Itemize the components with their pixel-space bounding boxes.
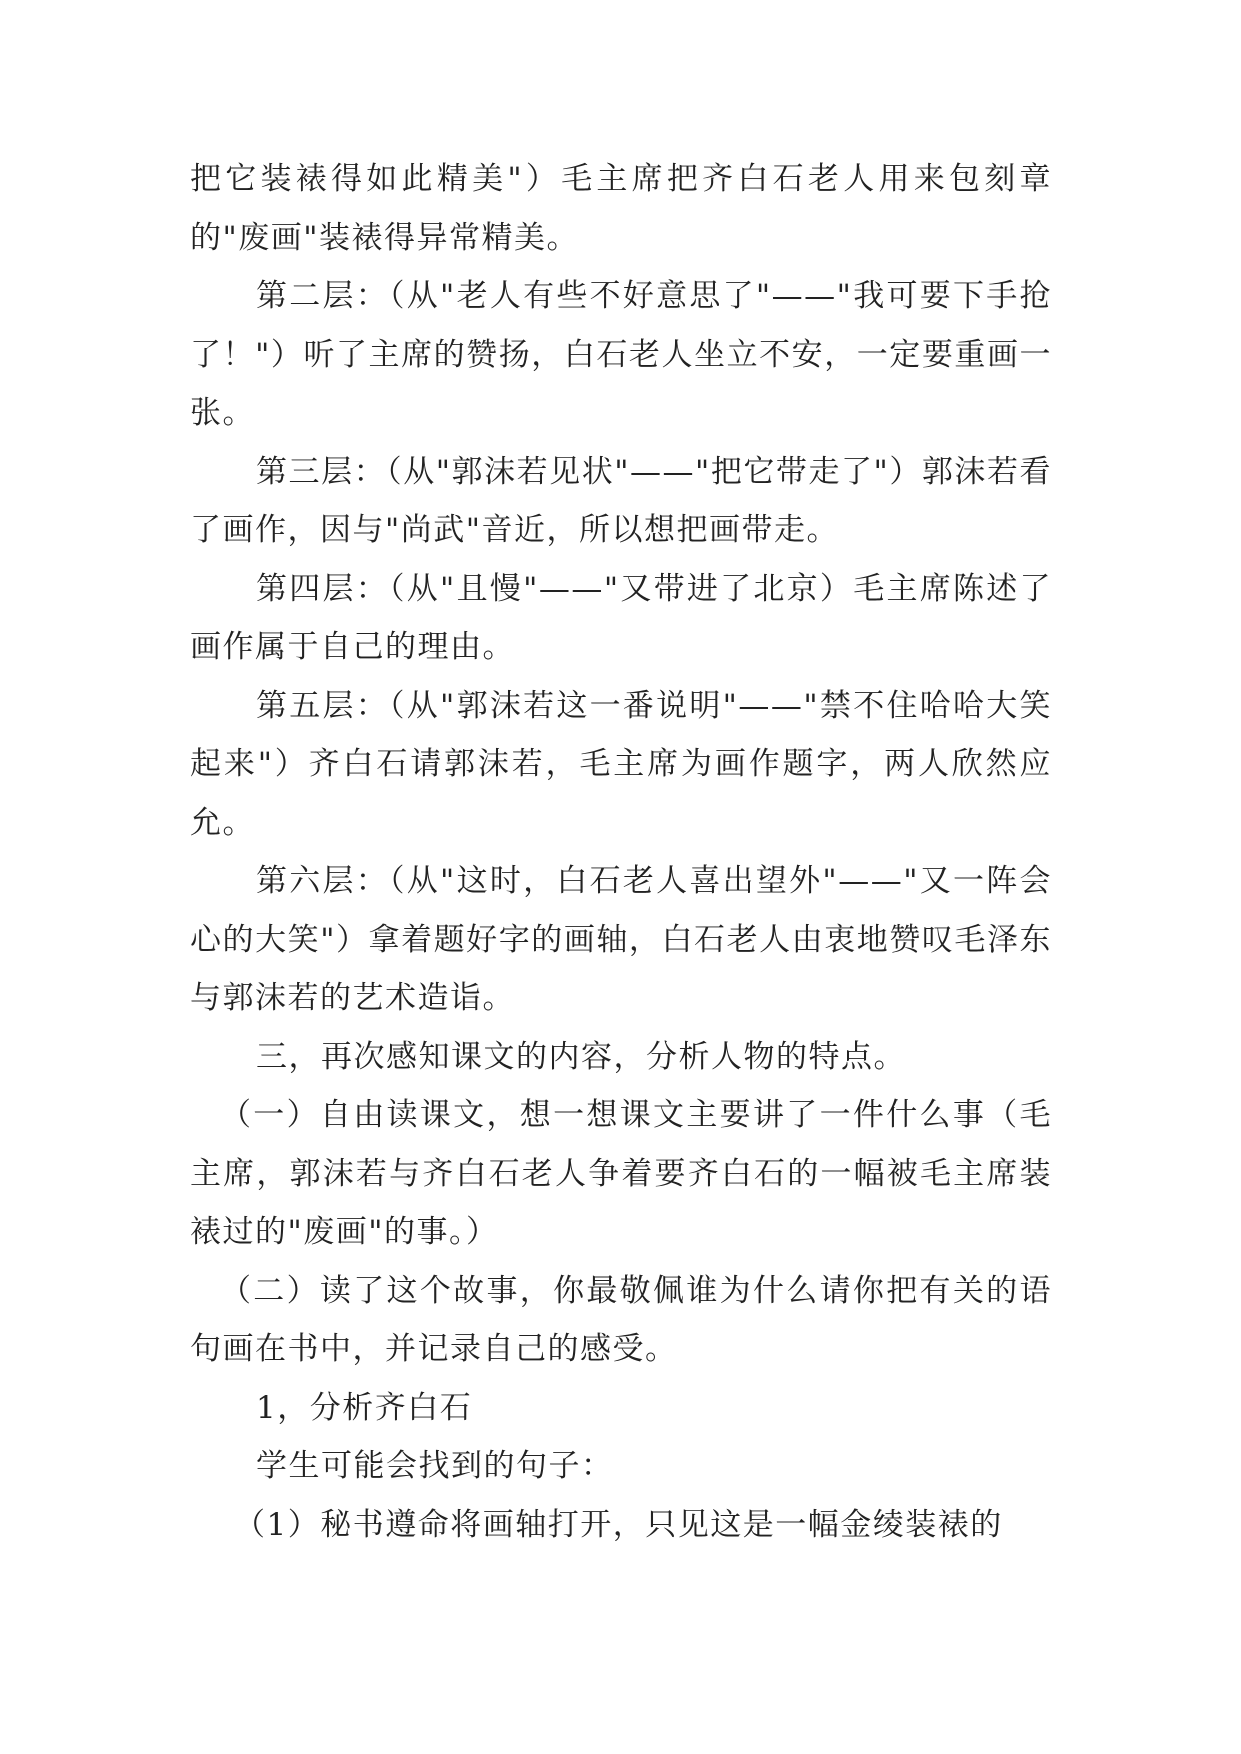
paragraph-question-two: （二）读了这个故事，你最敬佩谁为什么请你把有关的语句画在书中，并记录自己的感受。: [190, 1272, 1052, 1367]
paragraph-question-one: （一）自由读课文，想一想课文主要讲了一件什么事（毛主席，郭沫若与齐白石老人争着要齐白石的一幅被毛主席装裱过的"废画"的事。）: [190, 1097, 1052, 1250]
paragraph-sentence-one: （1）秘书遵命将画轴打开，只见这是一幅金绫装裱的: [234, 1506, 1003, 1543]
paragraph-sentences-intro: 学生可能会找到的句子：: [256, 1448, 614, 1484]
paragraph-layer-four: 第四层：（从"且慢"——"又带进了北京）毛主席陈述了画作属于自己的理由。: [190, 570, 1052, 665]
paragraph-layer-three: 第三层：（从"郭沫若见状"——"把它带走了"）郭沫若看了画作，因与"尚武"音近，所以想把画带走。: [190, 453, 1052, 548]
section-heading-three: 三，再次感知课文的内容，分析人物的特点。: [256, 1038, 906, 1075]
paragraph-layer-six: 第六层：（从"这时，白石老人喜出望外"——"又一阵会心的大笑"）拿着题好字的画轴，白石老人由衷地赞叹毛泽东与郭沫若的艺术造诣。: [190, 863, 1052, 1016]
document-page: [190, 150, 1052, 1554]
paragraph-layer-five: 第五层：（从"郭沫若这一番说明"——"禁不住哈哈大笑起来"）齐白石请郭沫若，毛主席为画作题字，两人欣然应允。: [190, 687, 1052, 841]
paragraph-continuation: 把它装裱得如此精美"）毛主席把齐白石老人用来包刻章的"废画"装裱得异常精美。: [190, 161, 1052, 256]
subheading-analysis: 1，分析齐白石: [256, 1389, 473, 1426]
paragraph-layer-two: 第二层：（从"老人有些不好意思了"——"我可要下手抢了！"）听了主席的赞扬，白石老人坐立不安，一定要重画一张。: [190, 278, 1052, 431]
